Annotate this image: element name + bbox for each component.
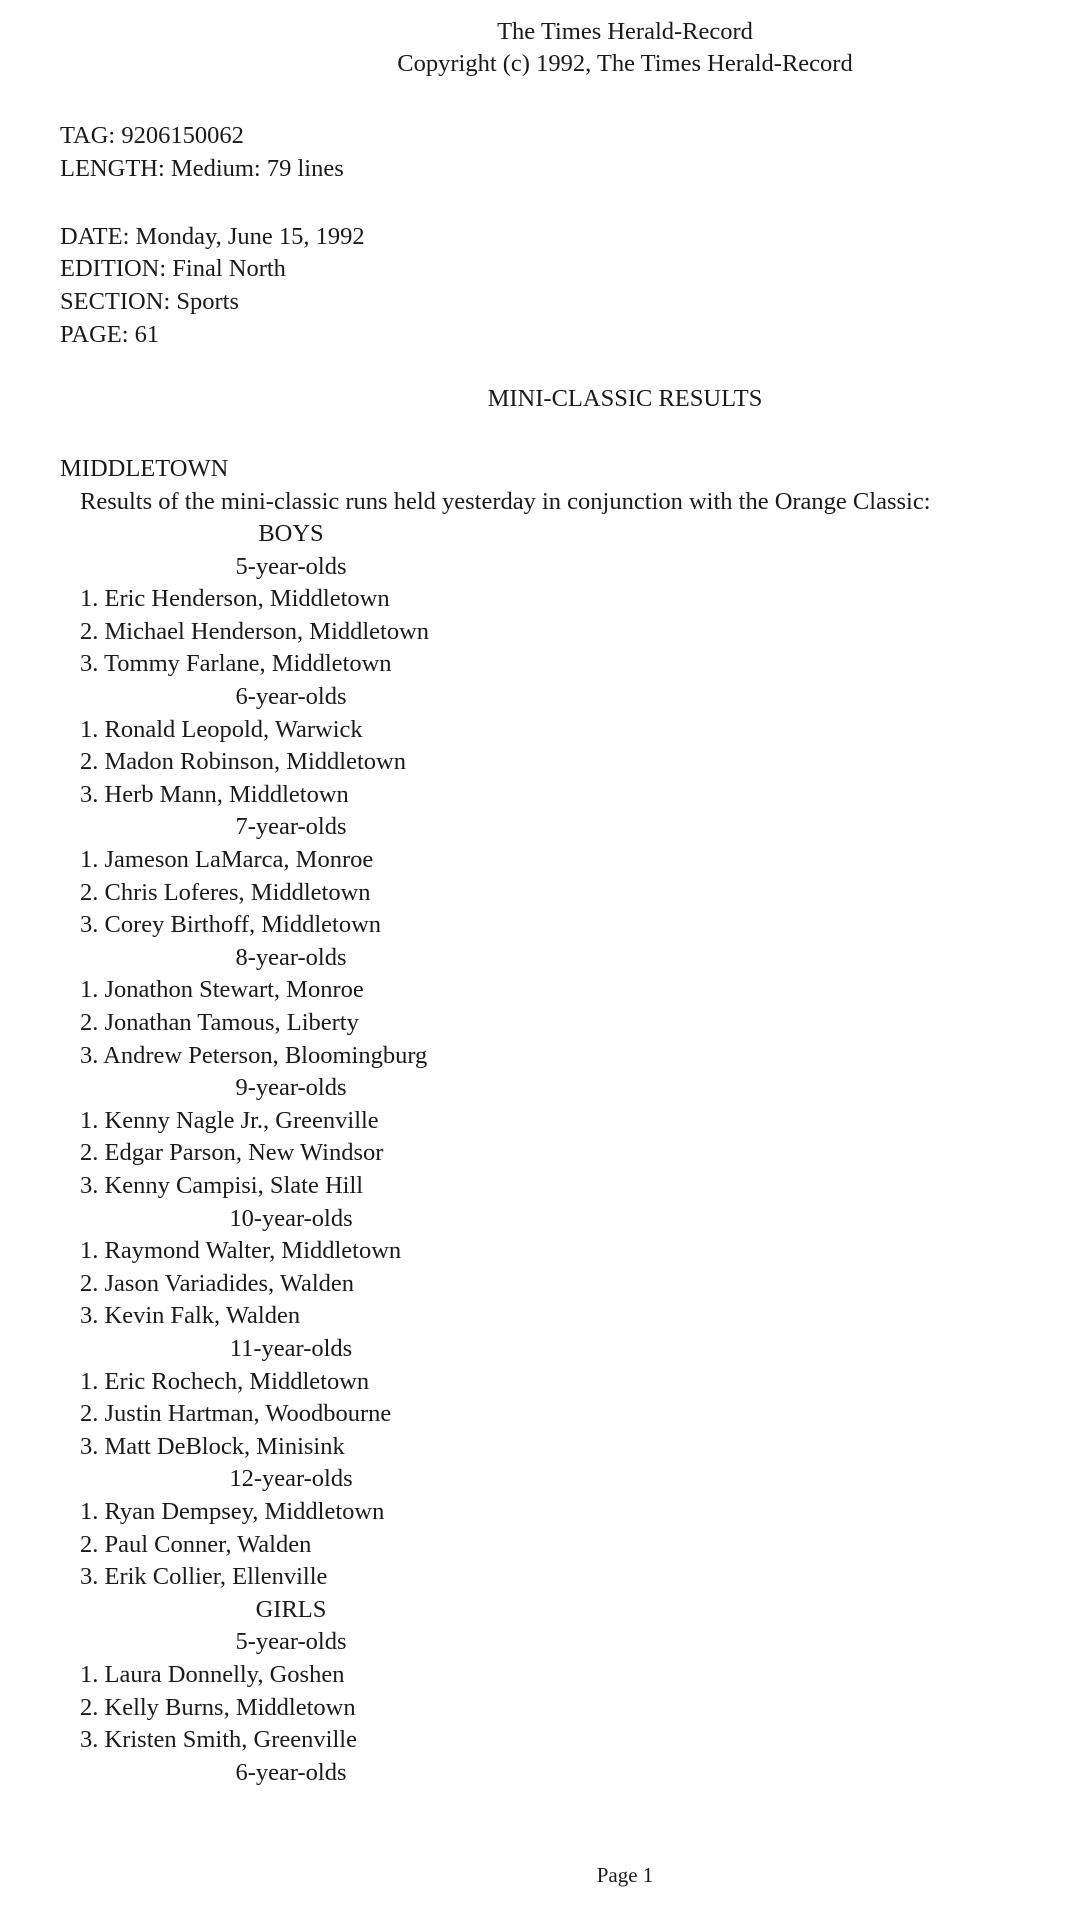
age-group-heading: 10-year-olds <box>229 1204 353 1232</box>
dateline: MIDDLETOWN <box>60 455 229 482</box>
result-entry: 3. Erik Collier, Ellenville <box>80 1563 328 1591</box>
result-entry: 1. Jonathon Stewart, Monroe <box>80 976 364 1004</box>
section-heading: BOYS <box>258 520 324 547</box>
result-entry: 1. Laura Donnelly, Goshen <box>80 1661 345 1688</box>
result-entry: 2. Michael Henderson, Middletown <box>80 617 430 645</box>
edition-line: EDITION: Final North <box>60 255 286 282</box>
result-entry: 1. Kenny Nagle Jr., Greenville <box>80 1106 379 1134</box>
result-entry: 3. Matt DeBlock, Minisink <box>80 1432 345 1460</box>
result-entry: 2. Justin Hartman, Woodbourne <box>80 1400 392 1428</box>
result-entry: 2. Kelly Burns, Middletown <box>80 1693 356 1721</box>
age-group-heading: 5-year-olds <box>235 552 347 580</box>
result-entry: 3. Herb Mann, Middletown <box>80 780 349 808</box>
result-entry: 1. Ronald Leopold, Warwick <box>80 715 363 743</box>
result-entry: 3. Kenny Campisi, Slate Hill <box>80 1172 364 1199</box>
result-entry: 2. Paul Conner, Walden <box>80 1530 312 1558</box>
age-group-heading: 12-year-olds <box>229 1465 353 1493</box>
length-line: LENGTH: Medium: 79 lines <box>60 155 344 182</box>
age-group-heading: 5-year-olds <box>235 1628 347 1656</box>
result-entry: 3. Tommy Farlane, Middletown <box>80 650 392 678</box>
copyright-line: Copyright (c) 1992, The Times Herald-Record <box>397 50 853 77</box>
age-group-heading: 7-year-olds <box>235 813 347 841</box>
result-entry: 2. Edgar Parson, New Windsor <box>80 1139 384 1167</box>
result-entry: 1. Ryan Dempsey, Middletown <box>80 1498 385 1525</box>
result-entry: 3. Kevin Falk, Walden <box>80 1302 301 1330</box>
result-entry: 3. Kristen Smith, Greenville <box>80 1726 357 1754</box>
age-group-heading: 9-year-olds <box>235 1074 347 1102</box>
result-entry: 1. Jameson LaMarca, Monroe <box>80 846 374 873</box>
age-group-heading: 11-year-olds <box>229 1335 353 1362</box>
intro-text: Results of the mini-classic runs held yesterday in conjunction with the Orange Classic: <box>80 488 931 515</box>
age-group-heading: 6-year-olds <box>235 683 347 710</box>
result-entry: 1. Eric Rochech, Middletown <box>80 1367 370 1395</box>
result-entry: 2. Chris Loferes, Middletown <box>80 878 371 906</box>
result-entry: 2. Madon Robinson, Middletown <box>80 748 406 776</box>
page-line: PAGE: 61 <box>60 321 160 348</box>
section-heading: GIRLS <box>255 1595 327 1623</box>
age-group-heading: 6-year-olds <box>235 1758 347 1786</box>
date-line: DATE: Monday, June 15, 1992 <box>60 223 365 250</box>
result-entry: 2. Jason Variadides, Walden <box>80 1269 355 1297</box>
headline: MINI-CLASSIC RESULTS <box>487 385 763 412</box>
tag-line: TAG: 9206150062 <box>60 122 244 149</box>
age-group-heading: 8-year-olds <box>235 943 347 971</box>
result-entry: 1. Raymond Walter, Middletown <box>80 1237 402 1265</box>
publication-name: The Times Herald-Record <box>497 18 753 45</box>
result-entry: 3. Andrew Peterson, Bloomingburg <box>80 1041 428 1069</box>
section-line: SECTION: Sports <box>60 288 240 315</box>
result-entry: 3. Corey Birthoff, Middletown <box>80 911 382 939</box>
result-entry: 2. Jonathan Tamous, Liberty <box>80 1009 359 1036</box>
page-footer: Page 1 <box>596 1863 654 1887</box>
result-entry: 1. Eric Henderson, Middletown <box>80 585 390 613</box>
